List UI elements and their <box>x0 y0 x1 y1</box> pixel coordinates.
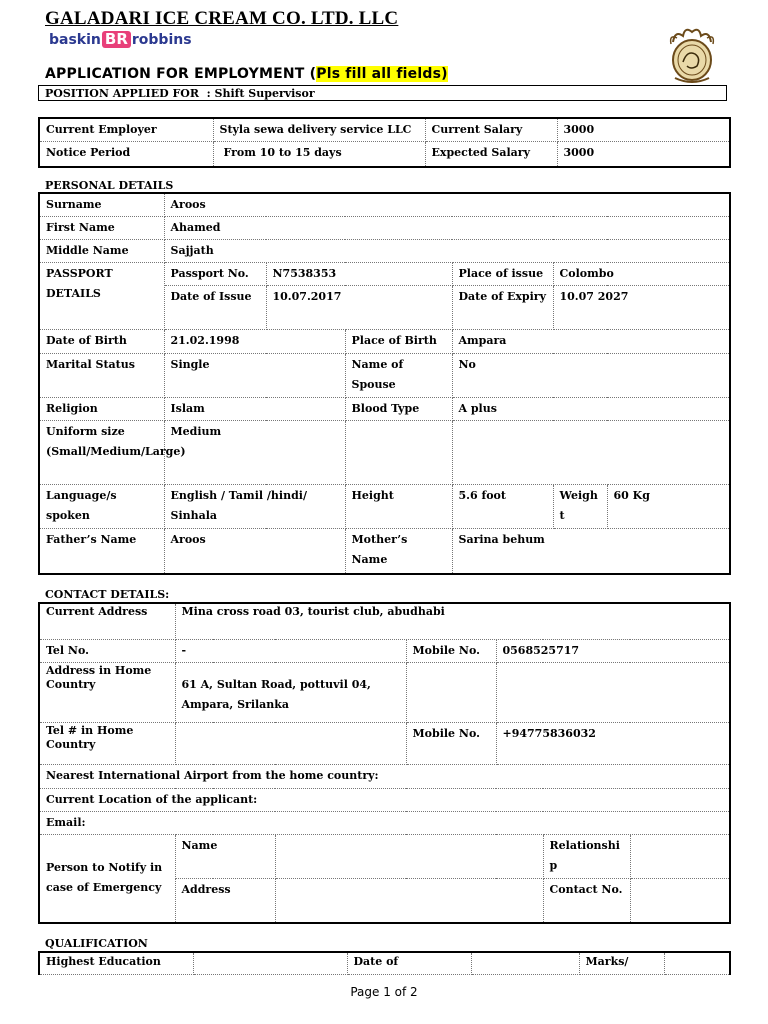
home-address-field[interactable]: 61 A, Sultan Road, pottuvil 04, Ampara, Srilanka <box>175 662 406 722</box>
place-of-issue-label: Place of issue <box>452 263 553 286</box>
uniform-size-label: Uniform size (Small/Medium/Large) <box>39 420 164 484</box>
company-name: GALADARI ICE CREAM CO. LTD. LLC <box>45 8 399 29</box>
home-mobile-label: Mobile No. <box>406 723 496 765</box>
passport-no-field[interactable]: N7538353 <box>266 263 452 286</box>
language-field[interactable]: English / Tamil /hindi/ Sinhala <box>164 485 345 529</box>
current-location-field[interactable]: Current Location of the applicant: <box>39 788 730 811</box>
uniform-blank-1 <box>345 420 452 484</box>
tel-no-field[interactable]: - <box>175 639 406 662</box>
mobile-no-field[interactable]: 0568525717 <box>496 639 730 662</box>
marital-status-label: Marital Status <box>39 353 164 397</box>
uniform-blank-2 <box>452 420 730 484</box>
date-of-expiry-label: Date of Expiry <box>452 286 553 330</box>
home-mobile-field[interactable]: +94775836032 <box>496 723 730 765</box>
home-tel-label: Tel # in Home Country <box>39 723 175 765</box>
page-number: Page 1 of 2 <box>350 985 418 999</box>
dob-field[interactable]: 21.02.1998 <box>164 330 345 353</box>
current-address-field[interactable]: Mina cross road 03, tourist club, abudhabi <box>175 603 730 639</box>
home-tel-field[interactable] <box>175 723 406 765</box>
emergency-contact-label: Person to Notify in case of Emergency <box>39 834 175 923</box>
home-address-blank-1 <box>406 662 496 722</box>
personal-details-table <box>38 192 731 575</box>
position-applied-box <box>38 85 727 101</box>
qualification-heading: QUALIFICATION <box>45 937 148 950</box>
religion-label: Religion <box>39 397 164 420</box>
religion-field[interactable]: Islam <box>164 397 345 420</box>
emergency-name-label: Name <box>175 834 275 878</box>
current-salary-field[interactable]: 3000 <box>557 118 730 142</box>
spouse-field[interactable]: No <box>452 353 730 397</box>
expected-salary-field[interactable]: 3000 <box>557 142 730 167</box>
date-of-expiry-field[interactable]: 10.07 2027 <box>553 286 730 330</box>
weight-label: Weight <box>553 485 607 529</box>
first-name-field[interactable]: Ahamed <box>164 217 730 240</box>
mobile-no-label: Mobile No. <box>406 639 496 662</box>
marital-status-field[interactable]: Single <box>164 353 345 397</box>
notice-period-field[interactable]: From 10 to 15 days <box>213 142 425 167</box>
blood-type-label: Blood Type <box>345 397 452 420</box>
employment-table <box>38 117 731 168</box>
tel-no-label: Tel No. <box>39 639 175 662</box>
date-of-label: Date of <box>347 952 471 974</box>
position-value[interactable]: : Shift Supervisor <box>206 87 315 100</box>
airport-field[interactable]: Nearest International Airport from the home country: <box>39 765 730 788</box>
brand-logo-mark: BR <box>102 31 131 48</box>
passport-details-label: PASSPORT DETAILS <box>39 263 164 330</box>
surname-label: Surname <box>39 193 164 217</box>
emergency-relationship-label: Relationship <box>543 834 630 878</box>
middle-name-field[interactable]: Sajjath <box>164 240 730 263</box>
qualification-table <box>38 951 731 975</box>
mother-name-field[interactable]: Sarina behum <box>452 529 730 574</box>
uniform-size-field[interactable]: Medium <box>164 420 345 484</box>
spouse-label: Name of Spouse <box>345 353 452 397</box>
emergency-contact-no-field[interactable] <box>630 879 730 923</box>
middle-name-label: Middle Name <box>39 240 164 263</box>
place-of-issue-field[interactable]: Colombo <box>553 263 730 286</box>
form-title-text: APPLICATION FOR EMPLOYMENT ( <box>45 66 317 82</box>
father-name-field[interactable]: Aroos <box>164 529 345 574</box>
contact-details-table <box>38 602 731 924</box>
language-label: Language/s spoken <box>39 485 164 529</box>
date-of-field[interactable] <box>471 952 579 974</box>
current-salary-label: Current Salary <box>425 118 557 142</box>
current-employer-field[interactable]: Styla sewa delivery service LLC <box>213 118 425 142</box>
email-field[interactable]: Email: <box>39 811 730 834</box>
company-emblem-icon <box>665 22 719 86</box>
form-title-highlight: Pls fill all fields) <box>316 66 448 82</box>
expected-salary-label: Expected Salary <box>425 142 557 167</box>
pob-label: Place of Birth <box>345 330 452 353</box>
brand-logo-right: robbins <box>131 31 192 48</box>
position-label: POSITION APPLIED FOR <box>45 87 199 100</box>
height-label: Height <box>345 485 452 529</box>
home-address-label: Address in Home Country <box>39 662 175 722</box>
form-title <box>45 66 448 82</box>
date-of-issue-label: Date of Issue <box>164 286 266 330</box>
brand-logo-left: baskin <box>49 31 101 48</box>
brand-logo <box>49 31 192 48</box>
notice-period-label: Notice Period <box>39 142 213 167</box>
father-name-label: Father’s Name <box>39 529 164 574</box>
marks-field[interactable] <box>664 952 730 974</box>
highest-education-label: Highest Education <box>39 952 193 974</box>
height-field[interactable]: 5.6 foot <box>452 485 553 529</box>
passport-no-label: Passport No. <box>164 263 266 286</box>
emergency-relationship-field[interactable] <box>630 834 730 878</box>
mother-name-label: Mother’s Name <box>345 529 452 574</box>
emergency-address-field[interactable] <box>275 879 543 923</box>
emergency-address-label: Address <box>175 879 275 923</box>
blood-type-field[interactable]: A plus <box>452 397 730 420</box>
home-address-blank-2 <box>496 662 730 722</box>
marks-label: Marks/ <box>579 952 664 974</box>
surname-field[interactable]: Aroos <box>164 193 730 217</box>
weight-field[interactable]: 60 Kg <box>607 485 730 529</box>
emergency-contact-no-label: Contact No. <box>543 879 630 923</box>
contact-details-heading: CONTACT DETAILS: <box>45 588 170 601</box>
emergency-name-field[interactable] <box>275 834 543 878</box>
current-address-label: Current Address <box>39 603 175 639</box>
date-of-issue-field[interactable]: 10.07.2017 <box>266 286 452 330</box>
pob-field[interactable]: Ampara <box>452 330 730 353</box>
dob-label: Date of Birth <box>39 330 164 353</box>
highest-education-field[interactable] <box>193 952 347 974</box>
personal-details-heading: PERSONAL DETAILS <box>45 179 174 192</box>
current-employer-label: Current Employer <box>39 118 213 142</box>
first-name-label: First Name <box>39 217 164 240</box>
